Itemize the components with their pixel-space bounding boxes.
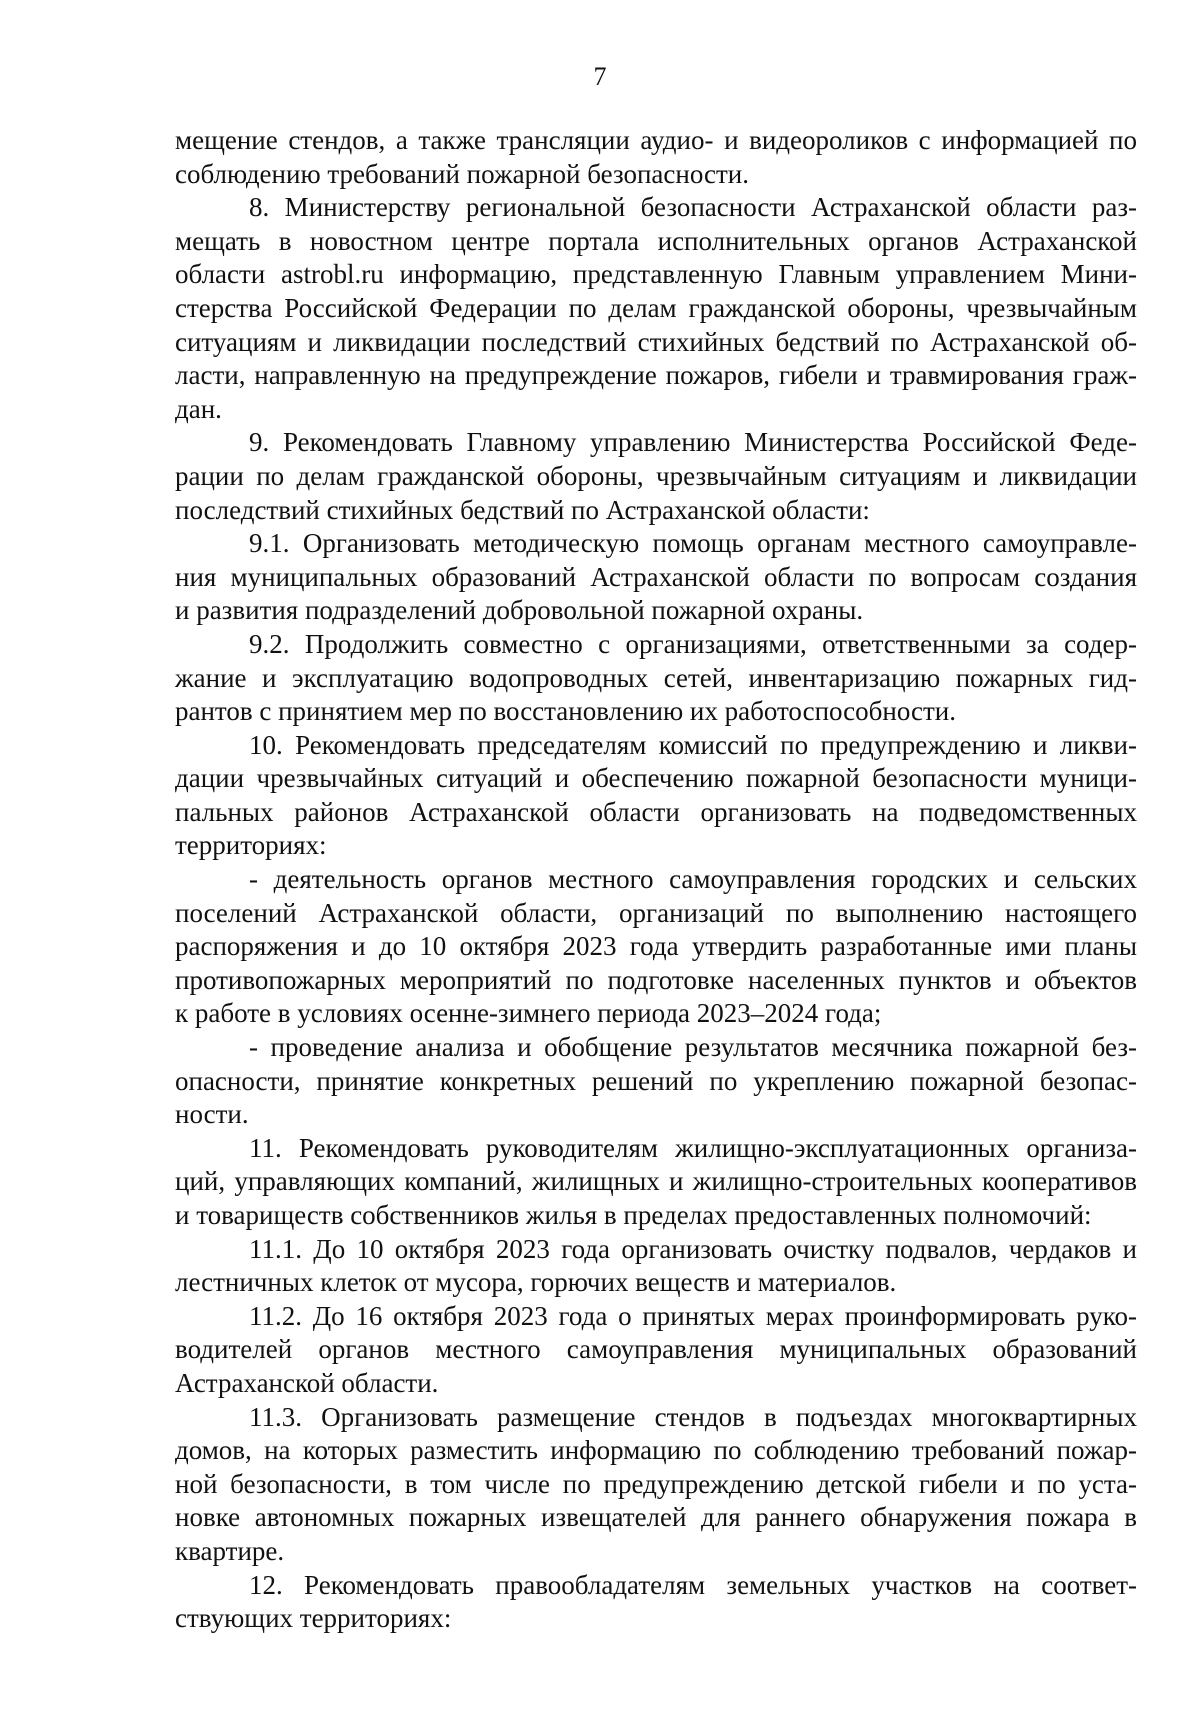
text-line: соблюдению требований пожарной безопасности. <box>175 158 749 189</box>
text-line: стерства Российской Федерации по делам гражданской обороны, чрезвычайным <box>175 292 1137 323</box>
text-line: ной безопасности, в том числе по предупреждению детской гибели и по уста- <box>175 1468 1137 1499</box>
paragraph-item-9 <box>175 426 1137 527</box>
text-line: области astrobl.ru информацию, представленную Главным управлением Мини- <box>175 259 1137 290</box>
text-line: - проведение анализа и обобщение результатов месячника пожарной без- <box>249 1032 1137 1063</box>
text-line: рантов с принятием мер по восстановлению их работоспособности. <box>175 696 957 727</box>
text-line: 9. Рекомендовать Главному управлению Министерства Российской Феде- <box>249 427 1137 458</box>
text-line: ности. <box>175 1099 249 1130</box>
text-line: опасности, принятие конкретных решений по укреплению пожарной безопас- <box>175 1065 1137 1096</box>
text-line: 9.1. Организовать методическую помощь органам местного самоуправле- <box>249 528 1137 559</box>
paragraph-item-8 <box>175 191 1137 426</box>
text-line: дан. <box>175 393 222 424</box>
text-line: ласти, направленную на предупреждение пожаров, гибели и травмирования граж- <box>175 360 1137 391</box>
text-line: Астраханской области. <box>175 1367 439 1398</box>
paragraph-item-9-2 <box>175 628 1137 729</box>
paragraph-item-11-3 <box>175 1401 1137 1569</box>
text-line: жание и эксплуатацию водопроводных сетей, инвентаризацию пожарных гид- <box>175 662 1137 693</box>
paragraph-item-12 <box>175 1569 1137 1636</box>
text-line: рации по делам гражданской обороны, чрезвычайным ситуациям и ликвидации <box>175 460 1137 491</box>
text-line: 12. Рекомендовать правообладателям земельных участков на соответ- <box>249 1569 1137 1600</box>
text-line: распоряжения и до 10 октября 2023 года утвердить разработанные ими планы <box>175 931 1137 962</box>
paragraph-item-11-1 <box>175 1233 1137 1300</box>
text-line: территориях: <box>175 830 327 861</box>
paragraph-item-11 <box>175 1132 1137 1233</box>
text-line: 9.2. Продолжить совместно с организациями, ответственными за содер- <box>249 628 1137 659</box>
text-line: - деятельность органов местного самоуправления городских и сельских <box>249 864 1137 895</box>
text-line: к работе в условиях осенне-зимнего периода 2023–2024 года; <box>175 998 882 1029</box>
text-line: и развития подразделений добровольной пожарной охраны. <box>175 595 864 626</box>
text-line: мещение стендов, а также трансляции аудио- и видеороликов с информацией по <box>175 125 1137 155</box>
text-line: 11.3. Организовать размещение стендов в подъездах многоквартирных <box>249 1401 1137 1432</box>
page-number: 7 <box>593 62 607 91</box>
text-line: пальных районов Астраханской области организовать на подведомственных <box>175 796 1137 827</box>
paragraph-bullet-activity <box>175 863 1137 1031</box>
text-line: новке автономных пожарных извещателей для раннего обнаружения пожара в <box>175 1502 1137 1533</box>
text-line: последствий стихийных бедствий по Астраханской области: <box>175 494 870 525</box>
text-line: противопожарных мероприятий по подготовке населенных пунктов и объектов <box>175 964 1137 995</box>
paragraph-bullet-analysis <box>175 1031 1137 1132</box>
text-line: 11.1. До 10 октября 2023 года организовать очистку подвалов, чердаков и <box>249 1233 1137 1264</box>
paragraph-item-9-1 <box>175 527 1137 628</box>
document-body <box>175 124 1137 1636</box>
paragraph-item-10 <box>175 729 1137 863</box>
text-line: ций, управляющих компаний, жилищных и жилищно-строительных кооперативов <box>175 1166 1137 1197</box>
text-line: ния муниципальных образований Астраханской области по вопросам создания <box>175 561 1137 592</box>
paragraph-item-11-2 <box>175 1300 1137 1401</box>
text-line: и товариществ собственников жилья в пределах предоставленных полномочий: <box>175 1200 1092 1230</box>
text-line: 11.2. До 16 октября 2023 года о принятых мерах проинформировать руко- <box>249 1300 1137 1331</box>
text-line: 11. Рекомендовать руководителям жилищно-эксплуатационных организа- <box>249 1132 1137 1163</box>
text-line: дации чрезвычайных ситуаций и обеспечению пожарной безопасности муници- <box>175 763 1137 794</box>
text-line: 8. Министерству региональной безопасности Астраханской области раз- <box>249 192 1137 223</box>
text-line: мещать в новостном центре портала исполнительных органов Астраханской <box>175 225 1137 256</box>
text-line: лестничных клеток от мусора, горючих веществ и материалов. <box>175 1267 897 1298</box>
text-line: 10. Рекомендовать председателям комиссий по предупреждению и ликви- <box>249 729 1137 760</box>
text-line: водителей органов местного самоуправления муниципальных образований <box>175 1334 1137 1365</box>
text-line: ствующих территориях: <box>175 1603 452 1634</box>
text-line: квартире. <box>175 1535 285 1566</box>
text-line: ситуациям и ликвидации последствий стихийных бедствий по Астраханской об- <box>175 326 1137 357</box>
text-line: поселений Астраханской области, организаций по выполнению настоящего <box>175 897 1137 928</box>
text-line: домов, на которых разместить информацию по соблюдению требований пожар- <box>175 1435 1137 1466</box>
paragraph-continuation <box>175 124 1137 191</box>
